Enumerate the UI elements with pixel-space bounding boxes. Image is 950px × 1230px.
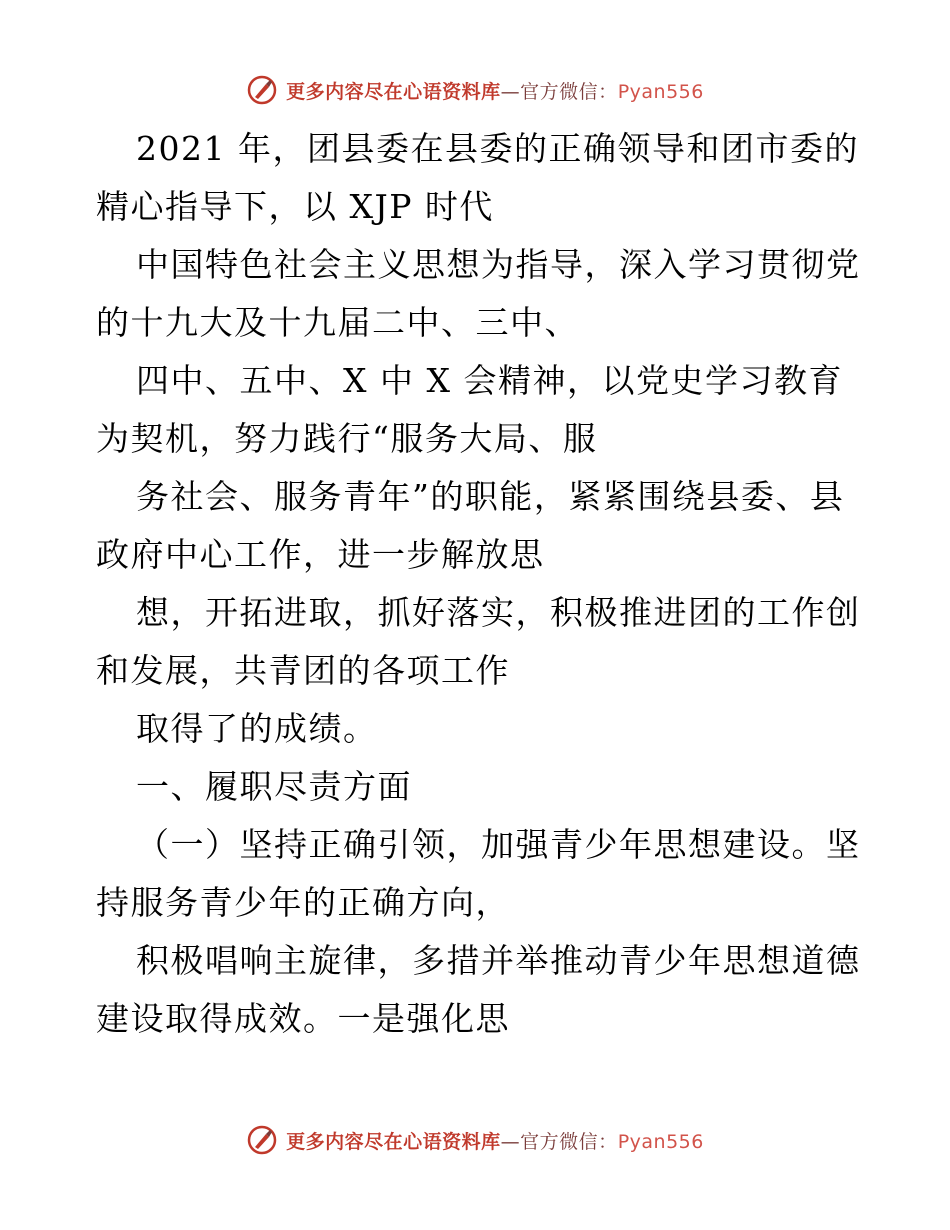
text-line: 的十九大及十九届二中、三中、 <box>96 303 579 342</box>
watermark-rest: —官方微信： <box>500 1130 618 1153</box>
text-line: 想，开拓进取，抓好落实，积极推进团的工作创 <box>136 593 861 632</box>
watermark-lead: 更多内容尽在心语资料库 <box>286 1130 501 1153</box>
quill-pen-seal-icon <box>246 74 278 106</box>
text-line: 建设取得成效。一是强化思 <box>96 999 510 1038</box>
section-heading: 一、履职尽责方面 <box>136 767 412 806</box>
document-body <box>96 120 861 1048</box>
watermark-text <box>286 1127 704 1154</box>
text-line: 和发展，共青团的各项工作 <box>96 651 510 690</box>
text-line: 中国特色社会主义思想为指导，深入学习贯彻党 <box>136 245 861 284</box>
text-line: 政府中心工作，进一步解放思 <box>96 535 545 574</box>
text-line: 为契机，努力践行“服务大局、服 <box>96 419 598 458</box>
text-line: 务社会、服务青年”的职能，紧紧围绕县委、县 <box>136 477 845 516</box>
watermark-lead: 更多内容尽在心语资料库 <box>286 80 501 103</box>
watermark-id: Pyan556 <box>617 80 704 103</box>
text-line: 持服务青少年的正确方向， <box>96 883 510 922</box>
header-watermark <box>0 72 950 108</box>
text-line: 积极唱响主旋律，多措并举推动青少年思想道德 <box>136 941 861 980</box>
watermark-text <box>286 77 704 104</box>
text-line: 取得了的成绩。 <box>136 709 378 748</box>
watermark-id: Pyan556 <box>617 1130 704 1153</box>
quill-pen-seal-icon <box>246 1124 278 1156</box>
text-line: 2021 年，团县委在县委的正确领导和团市委的 <box>136 129 859 168</box>
text-line: （一）坚持正确引领，加强青少年思想建设。坚 <box>136 825 861 864</box>
footer-watermark <box>0 1122 950 1158</box>
text-line: 四中、五中、X 中 X 会精神，以党史学习教育 <box>136 361 843 400</box>
text-line: 精心指导下，以 XJP 时代 <box>96 187 494 226</box>
watermark-rest: —官方微信： <box>500 80 618 103</box>
